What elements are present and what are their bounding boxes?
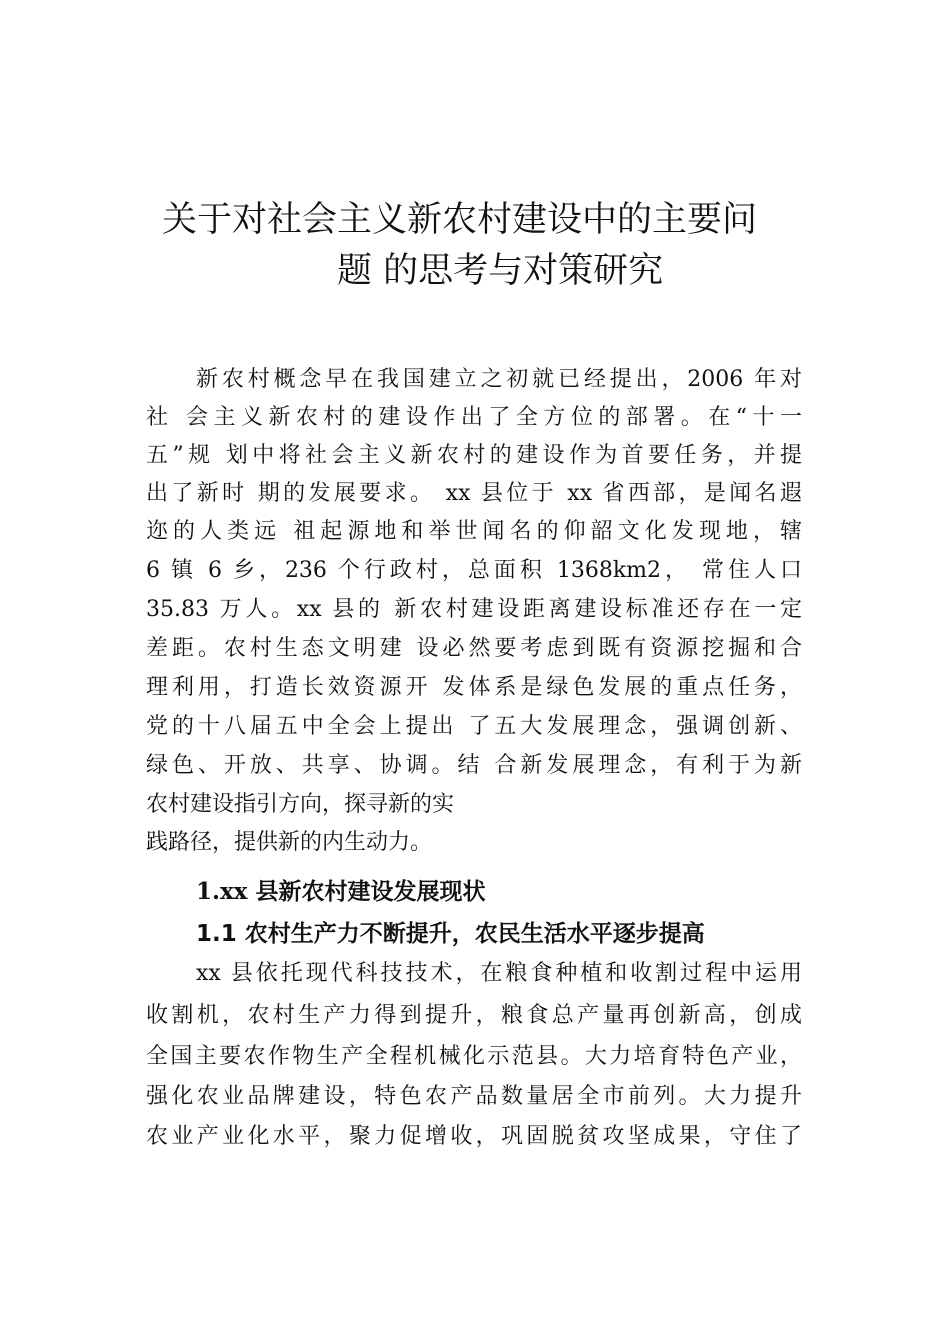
- paragraph-line: 新农村概念早在我国建立之初就已经提出，2006 年对: [196, 367, 802, 392]
- paragraph-line: 农业产业化水平，聚力促增收，巩固脱贫攻坚成果，守住了: [146, 1124, 802, 1149]
- paragraph-line: 35.83 万人。xx 县的 新农村建设距离建设标准还存在一定: [146, 597, 802, 622]
- paragraph-line: 绿色、开放、共享、协调。结 合新发展理念，有利于为新: [146, 753, 802, 778]
- paragraph-line: 迩的人类远 祖起源地和举世闻名的仰韶文化发现地，辖: [146, 519, 802, 544]
- paragraph-line: xx 县依托现代科技技术，在粮食种植和收割过程中运用: [196, 961, 802, 986]
- document-title-line-2: 题 的思考与对策研究: [337, 251, 664, 291]
- paragraph-line: 农村建设指引方向，探寻新的实: [146, 792, 455, 817]
- paragraph-line: 社 会主义新农村的建设作出了全方位的部署。在“十一: [146, 405, 802, 430]
- section-heading: 1.xx 县新农村建设发展现状: [196, 878, 486, 905]
- paragraph-line: 出了新时 期的发展要求。 xx 县位于 xx 省西部，是闻名遐: [146, 481, 802, 506]
- subsection-heading: 1.1 农村生产力不断提升，农民生活水平逐步提高: [196, 921, 705, 947]
- paragraph-line: 全国主要农作物生产全程机械化示范县。大力培育特色产业，: [146, 1044, 802, 1069]
- paragraph-line: 6 镇 6 乡，236 个行政村，总面积 1368km2， 常住人口: [146, 558, 802, 583]
- document-title-line-1: 关于对社会主义新农村建设中的主要问: [162, 200, 758, 240]
- paragraph-line: 践路径，提供新的内生动力。: [146, 830, 433, 855]
- paragraph-line: 差距。农村生态文明建 设必然要考虑到既有资源挖掘和合: [146, 636, 802, 661]
- paragraph-line: 五”规 划中将社会主义新农村的建设作为首要任务，并提: [146, 443, 802, 468]
- paragraph-line: 强化农业品牌建设，特色农产品数量居全市前列。大力提升: [146, 1084, 802, 1109]
- paragraph-line: 党的十八届五中全会上提出 了五大发展理念，强调创新、: [146, 714, 802, 739]
- paragraph-line: 收割机，农村生产力得到提升，粮食总产量再创新高，创成: [146, 1003, 802, 1028]
- paragraph-line: 理利用，打造长效资源开 发体系是绿色发展的重点任务，: [146, 675, 802, 700]
